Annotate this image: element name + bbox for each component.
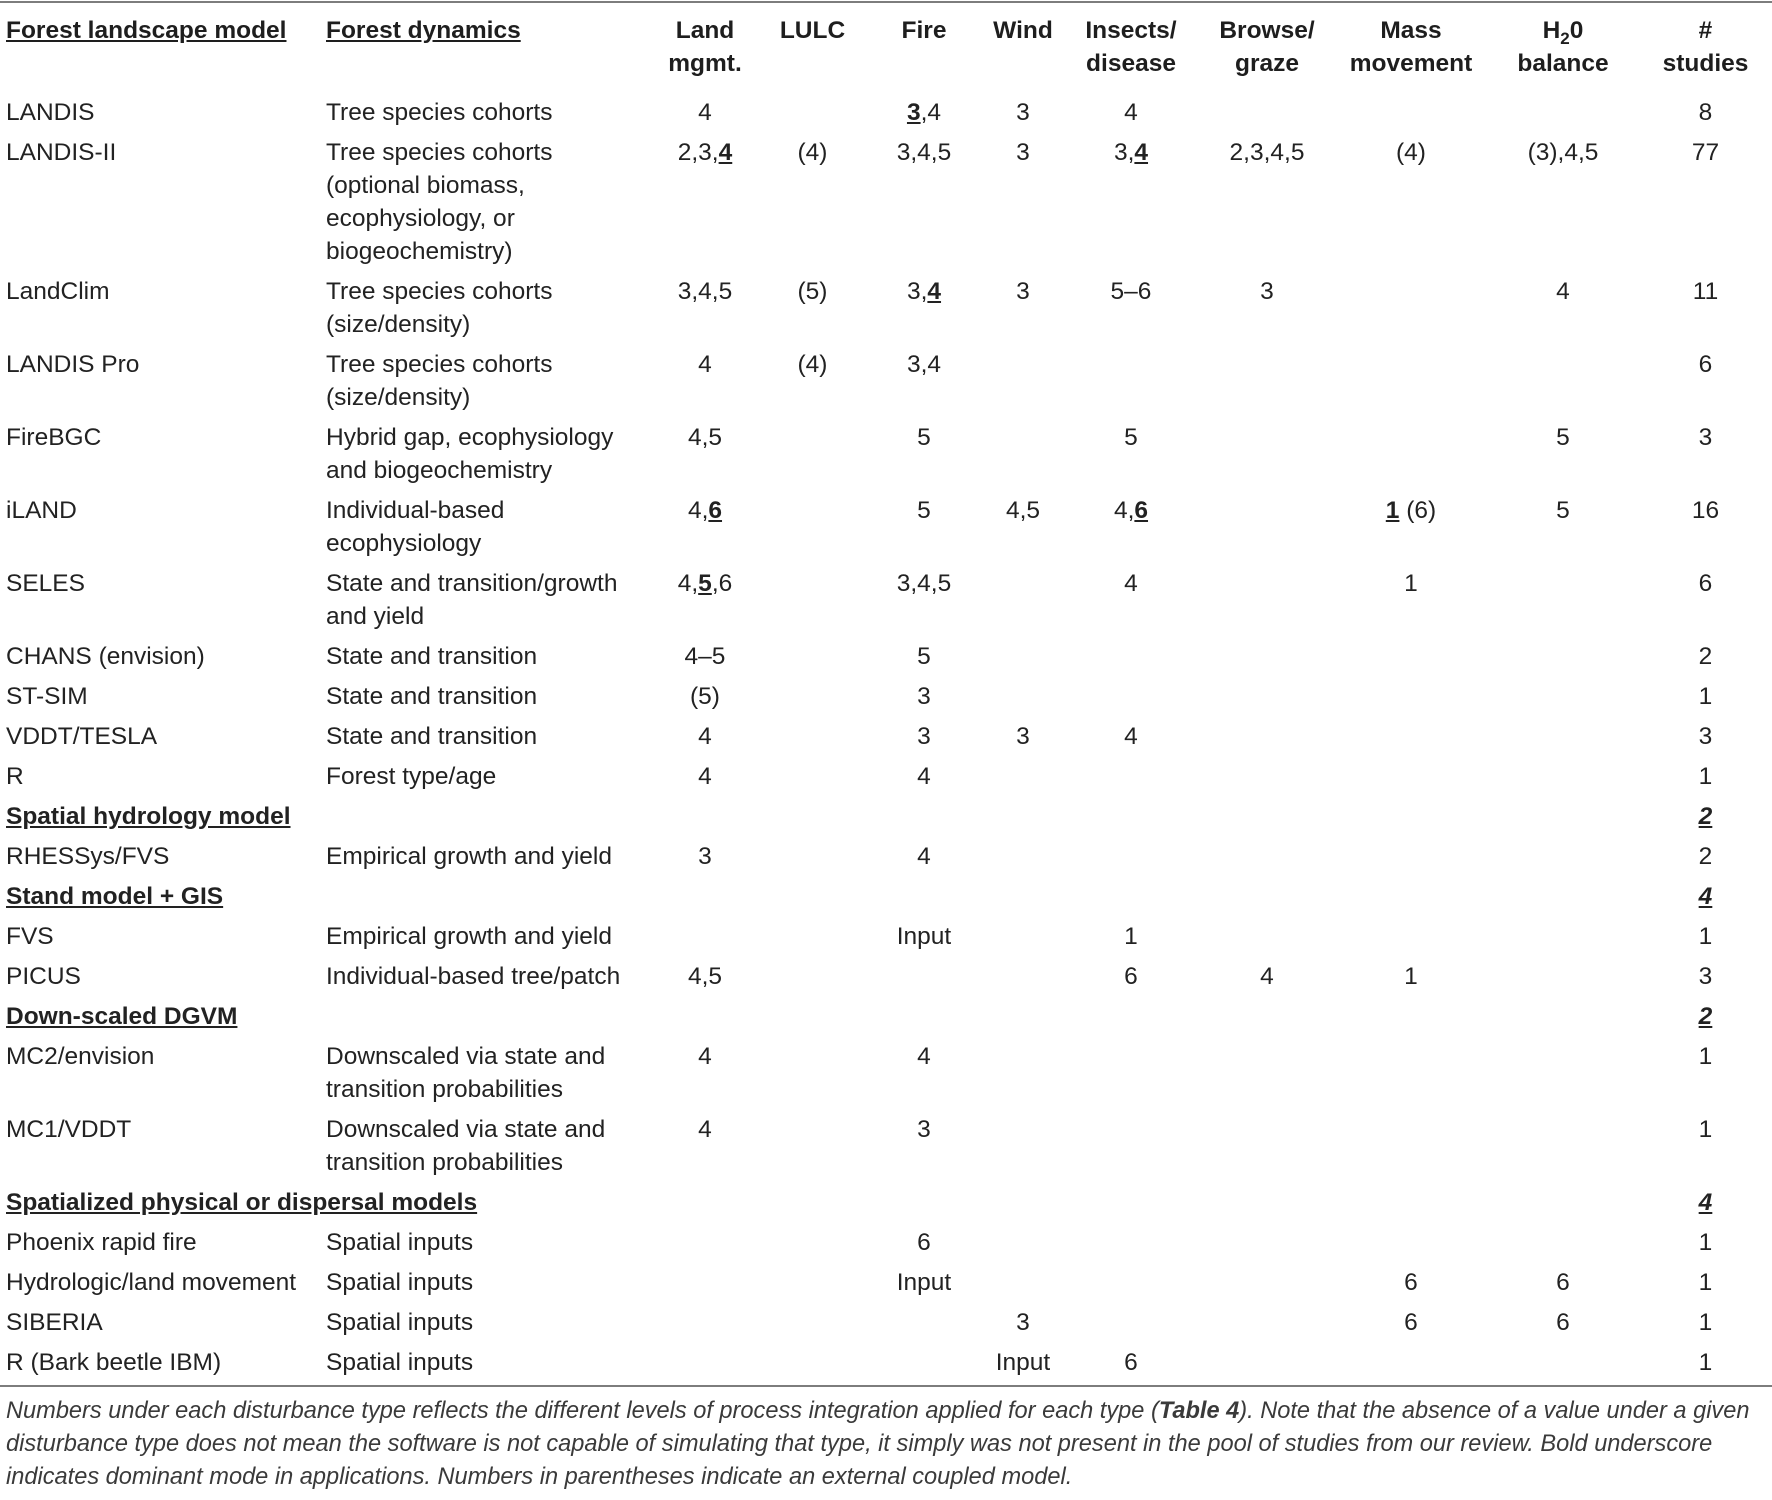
cell-model: LandClim	[6, 278, 110, 305]
cell-fire: 3,4,5	[896, 570, 952, 597]
cell-mass	[1335, 680, 1487, 720]
section-total: 2	[1698, 1003, 1713, 1030]
cell-model: Phoenix rapid fire	[6, 1229, 197, 1256]
cell-h2o	[1487, 567, 1639, 640]
cell-mass: 1 (6)	[1385, 497, 1437, 524]
cell-insects	[1063, 640, 1199, 680]
cell-fire: 3,4,5	[896, 139, 952, 166]
table-row	[0, 680, 1772, 720]
cell-model: R	[6, 763, 24, 790]
col-header-fire: Fire	[901, 17, 947, 44]
cell-model: LANDIS Pro	[6, 351, 140, 378]
cell-h2o	[1487, 760, 1639, 800]
header-row	[0, 14, 1772, 96]
section-title: Spatial hydrology model	[6, 803, 291, 830]
cell-insects: 3,4	[1113, 139, 1149, 166]
cell-studies: 6	[1698, 351, 1713, 378]
cell-h2o	[1487, 640, 1639, 680]
cell-studies: 1	[1698, 923, 1713, 950]
cell-wind	[983, 1266, 1063, 1306]
cell-h2o: (3),4,5	[1527, 139, 1599, 166]
cell-mass	[1335, 421, 1487, 494]
cell-model: FVS	[6, 923, 54, 950]
cell-fire: 3	[917, 683, 931, 710]
cell-wind: 3	[1016, 1309, 1030, 1336]
cell-dynamics: Tree species cohorts (optional biomass, ecophysiology, or biogeochemistry)	[326, 139, 553, 265]
cell-land-mgmt: 4	[698, 351, 712, 378]
cell-lulc	[760, 1113, 865, 1186]
cell-browse	[1199, 760, 1335, 800]
section-row	[0, 800, 1772, 840]
cell-fire: 5	[917, 424, 931, 451]
cell-insects	[1063, 1113, 1199, 1186]
cell-wind: 4,5	[1005, 497, 1041, 524]
cell-h2o	[1487, 920, 1639, 960]
col-header-land-mgmt: Land mgmt.	[668, 17, 742, 77]
cell-browse	[1199, 920, 1335, 960]
cell-studies: 77	[1691, 139, 1720, 166]
cell-land-mgmt: 2,3,4	[677, 139, 733, 166]
cell-mass	[1335, 720, 1487, 760]
cell-model: RHESSys/FVS	[6, 843, 170, 870]
cell-fire: Input	[896, 1269, 952, 1296]
cell-model: MC2/envision	[6, 1043, 155, 1070]
cell-land-mgmt: 3	[698, 843, 712, 870]
cell-land-mgmt: 4	[698, 99, 712, 126]
cell-lulc: (4)	[797, 351, 828, 378]
cell-studies: 1	[1698, 1349, 1713, 1376]
col-header-mass: Mass movement	[1349, 17, 1473, 77]
cell-model: LANDIS	[6, 99, 95, 126]
col-header-dynamics: Forest dynamics	[326, 17, 521, 44]
cell-mass	[1335, 96, 1487, 136]
cell-fire: Input	[896, 923, 952, 950]
cell-h2o	[1487, 680, 1639, 720]
cell-insects	[1063, 1040, 1199, 1113]
cell-land-mgmt: 4	[698, 1116, 712, 1143]
cell-lulc	[760, 720, 865, 760]
cell-browse: 2,3,4,5	[1229, 139, 1305, 166]
cell-dynamics: Downscaled via state and transition probabilities	[326, 1043, 606, 1103]
section-row	[0, 1186, 1772, 1226]
cell-insects	[1063, 680, 1199, 720]
cell-land-mgmt: 4	[698, 763, 712, 790]
section-row	[0, 880, 1772, 920]
cell-lulc: (4)	[797, 139, 828, 166]
cell-mass: 1	[1404, 570, 1418, 597]
cell-browse	[1199, 421, 1335, 494]
cell-studies: 2	[1698, 843, 1713, 870]
cell-wind	[983, 567, 1063, 640]
table-reference: Table 4	[1158, 1398, 1240, 1424]
cell-dynamics: State and transition	[326, 683, 538, 710]
cell-lulc	[760, 421, 865, 494]
section-title: Stand model + GIS	[6, 883, 224, 910]
cell-lulc	[760, 1306, 865, 1346]
table-row	[0, 348, 1772, 421]
section-total: 2	[1698, 803, 1713, 830]
cell-land-mgmt: (5)	[690, 683, 720, 710]
cell-studies: 1	[1698, 1269, 1713, 1296]
cell-dynamics: Tree species cohorts (size/density)	[326, 278, 553, 338]
cell-wind	[983, 640, 1063, 680]
section-total: 4	[1698, 883, 1713, 910]
cell-browse	[1199, 840, 1335, 880]
cell-insects: 4	[1124, 570, 1138, 597]
section-title: Down-scaled DGVM	[6, 1003, 238, 1030]
cell-model: LANDIS-II	[6, 139, 117, 166]
cell-insects	[1063, 1306, 1199, 1346]
cell-browse	[1199, 96, 1335, 136]
cell-model: iLAND	[6, 497, 77, 524]
cell-studies: 16	[1691, 497, 1720, 524]
cell-lulc	[760, 920, 865, 960]
table-row	[0, 720, 1772, 760]
cell-mass: 6	[1404, 1309, 1418, 1336]
cell-fire	[865, 1346, 983, 1386]
cell-browse	[1199, 1040, 1335, 1113]
cell-dynamics: Forest type/age	[326, 763, 497, 790]
cell-land-mgmt	[650, 1346, 760, 1386]
col-header-wind: Wind	[993, 17, 1053, 44]
cell-wind: Input	[995, 1349, 1051, 1376]
table-row	[0, 275, 1772, 348]
table-row	[0, 1306, 1772, 1346]
cell-browse	[1199, 348, 1335, 421]
cell-dynamics: State and transition/growth and yield	[326, 570, 618, 630]
table-row	[0, 494, 1772, 567]
cell-model: SIBERIA	[6, 1309, 103, 1336]
cell-studies: 1	[1698, 1116, 1713, 1143]
cell-insects: 4,6	[1113, 497, 1149, 524]
cell-mass: 6	[1404, 1269, 1418, 1296]
cell-land-mgmt: 3,4,5	[677, 278, 733, 305]
cell-insects	[1063, 1266, 1199, 1306]
cell-mass	[1335, 348, 1487, 421]
section-title: Spatialized physical or dispersal models	[6, 1189, 478, 1216]
cell-lulc	[760, 680, 865, 720]
table-footnote: Numbers under each disturbance type reflects the different levels of process integration applied for each type (Table 4). Note that the absence of a value under a given disturbance type does not mean the software is not capable of simulating that type, it simply was not present in the pool of studies from our review. Bold underscore indicates dominant mode in applications. Numbers in parentheses indicate an external coupled model.	[6, 1398, 1750, 1490]
cell-insects	[1063, 840, 1199, 880]
cell-lulc	[760, 960, 865, 1000]
cell-dynamics: Empirical growth and yield	[326, 843, 612, 870]
cell-model: SELES	[6, 570, 85, 597]
cell-wind	[983, 1226, 1063, 1266]
cell-insects	[1063, 760, 1199, 800]
cell-dynamics: Tree species cohorts	[326, 99, 553, 126]
cell-browse	[1199, 720, 1335, 760]
cell-mass	[1335, 1346, 1487, 1386]
section-row	[0, 1000, 1772, 1040]
cell-land-mgmt: 4,5,6	[677, 570, 733, 597]
cell-h2o	[1487, 840, 1639, 880]
cell-h2o: 6	[1556, 1309, 1570, 1336]
cell-land-mgmt	[650, 1306, 760, 1346]
table-row	[0, 96, 1772, 136]
cell-lulc	[760, 1266, 865, 1306]
cell-h2o: 4	[1556, 278, 1570, 305]
cell-h2o: 6	[1556, 1269, 1570, 1296]
cell-insects	[1063, 348, 1199, 421]
cell-studies: 2	[1698, 643, 1713, 670]
cell-fire	[865, 960, 983, 1000]
col-header-studies: # studies	[1662, 17, 1749, 77]
cell-studies: 3	[1698, 723, 1713, 750]
cell-fire: 3,4	[906, 99, 942, 126]
table-row	[0, 640, 1772, 680]
cell-mass	[1335, 275, 1487, 348]
cell-wind: 3	[1016, 278, 1030, 305]
cell-dynamics: Empirical growth and yield	[326, 923, 612, 950]
cell-h2o: 5	[1556, 497, 1570, 524]
cell-land-mgmt	[650, 1266, 760, 1306]
cell-browse	[1199, 1346, 1335, 1386]
cell-browse	[1199, 680, 1335, 720]
cell-dynamics: Individual-based tree/patch	[326, 963, 621, 990]
cell-model: PICUS	[6, 963, 81, 990]
cell-land-mgmt: 4	[698, 1043, 712, 1070]
cell-model: R (Bark beetle IBM)	[6, 1349, 222, 1376]
cell-lulc	[760, 1346, 865, 1386]
cell-insects: 4	[1124, 99, 1138, 126]
cell-mass	[1335, 1226, 1487, 1266]
cell-dynamics: Hybrid gap, ecophysiology and biogeochemistry	[326, 424, 614, 484]
cell-browse	[1199, 1306, 1335, 1346]
cell-land-mgmt	[650, 920, 760, 960]
cell-insects: 1	[1124, 923, 1138, 950]
cell-fire: 4	[917, 763, 931, 790]
cell-model: VDDT/TESLA	[6, 723, 158, 750]
cell-lulc	[760, 1040, 865, 1113]
cell-mass	[1335, 640, 1487, 680]
cell-h2o	[1487, 96, 1639, 136]
table-row	[0, 136, 1772, 275]
col-header-lulc: LULC	[779, 17, 846, 44]
cell-model: ST-SIM	[6, 683, 88, 710]
cell-studies: 1	[1698, 763, 1713, 790]
cell-wind	[983, 680, 1063, 720]
cell-dynamics: Tree species cohorts (size/density)	[326, 351, 553, 411]
cell-model: MC1/VDDT	[6, 1116, 132, 1143]
cell-browse	[1199, 640, 1335, 680]
table-row	[0, 1113, 1772, 1186]
cell-dynamics: Downscaled via state and transition probabilities	[326, 1116, 606, 1176]
table-row	[0, 1226, 1772, 1266]
cell-wind: 3	[1016, 723, 1030, 750]
cell-insects: 5–6	[1110, 278, 1152, 305]
cell-fire: 4	[917, 1043, 931, 1070]
cell-mass	[1335, 920, 1487, 960]
table-row	[0, 1040, 1772, 1113]
cell-studies: 1	[1698, 683, 1713, 710]
cell-studies: 3	[1698, 424, 1713, 451]
cell-wind	[983, 840, 1063, 880]
col-header-model: Forest landscape model	[6, 17, 287, 44]
cell-h2o	[1487, 1040, 1639, 1113]
cell-fire: 3,4	[906, 278, 942, 305]
cell-studies: 1	[1698, 1043, 1713, 1070]
cell-lulc	[760, 760, 865, 800]
cell-dynamics: State and transition	[326, 643, 538, 670]
cell-wind	[983, 348, 1063, 421]
cell-dynamics: State and transition	[326, 723, 538, 750]
col-header-h2o: $H_20$ balance	[1517, 17, 1609, 77]
cell-land-mgmt: 4	[698, 723, 712, 750]
table-row	[0, 920, 1772, 960]
cell-land-mgmt: 4,5	[687, 963, 723, 990]
cell-insects: 6	[1124, 963, 1138, 990]
cell-wind: 3	[1016, 139, 1030, 166]
cell-mass	[1335, 1113, 1487, 1186]
forest-model-table	[0, 14, 1772, 1386]
cell-fire: 6	[917, 1229, 931, 1256]
cell-studies: 1	[1698, 1309, 1713, 1336]
cell-lulc	[760, 96, 865, 136]
cell-land-mgmt: 4,5	[687, 424, 723, 451]
cell-model: Hydrologic/land movement	[6, 1269, 297, 1296]
cell-land-mgmt: 4–5	[684, 643, 726, 670]
cell-h2o	[1487, 960, 1639, 1000]
section-total: 4	[1698, 1189, 1713, 1216]
cell-lulc	[760, 1226, 865, 1266]
cell-mass	[1335, 760, 1487, 800]
cell-lulc	[760, 640, 865, 680]
cell-h2o	[1487, 1226, 1639, 1266]
cell-wind	[983, 1113, 1063, 1186]
cell-browse	[1199, 1226, 1335, 1266]
cell-insects	[1063, 1226, 1199, 1266]
cell-mass	[1335, 840, 1487, 880]
cell-browse	[1199, 1113, 1335, 1186]
cell-studies: 3	[1698, 963, 1713, 990]
cell-browse	[1199, 494, 1335, 567]
cell-insects: 5	[1124, 424, 1138, 451]
cell-insects: 4	[1124, 723, 1138, 750]
cell-fire: 3,4	[906, 351, 942, 378]
cell-lulc	[760, 567, 865, 640]
cell-fire: 3	[917, 723, 931, 750]
cell-studies: 11	[1692, 278, 1719, 305]
cell-wind	[983, 920, 1063, 960]
cell-fire: 5	[917, 643, 931, 670]
cell-mass: (4)	[1396, 139, 1426, 166]
bottom-rule	[0, 1385, 1772, 1387]
cell-studies: 1	[1698, 1229, 1713, 1256]
cell-studies: 8	[1698, 99, 1713, 126]
cell-land-mgmt: 4,6	[687, 497, 723, 524]
table-row	[0, 760, 1772, 800]
cell-h2o	[1487, 720, 1639, 760]
cell-wind	[983, 760, 1063, 800]
cell-mass	[1335, 1040, 1487, 1113]
cell-dynamics: Spatial inputs	[326, 1349, 474, 1376]
cell-fire	[865, 1306, 983, 1346]
cell-h2o	[1487, 1113, 1639, 1186]
cell-browse: 4	[1260, 963, 1274, 990]
cell-insects: 6	[1124, 1349, 1138, 1376]
table-row	[0, 960, 1772, 1000]
cell-fire: 5	[917, 497, 931, 524]
cell-wind	[983, 1040, 1063, 1113]
cell-lulc	[760, 840, 865, 880]
cell-wind	[983, 421, 1063, 494]
cell-dynamics: Individual-based ecophysiology	[326, 497, 505, 557]
cell-h2o	[1487, 1346, 1639, 1386]
cell-h2o: 5	[1556, 424, 1570, 451]
cell-browse	[1199, 567, 1335, 640]
table-row	[0, 840, 1772, 880]
cell-wind: 3	[1016, 99, 1030, 126]
cell-model: CHANS (envision)	[6, 643, 205, 670]
cell-dynamics: Spatial inputs	[326, 1229, 474, 1256]
cell-dynamics: Spatial inputs	[326, 1309, 474, 1336]
table-row	[0, 1266, 1772, 1306]
cell-fire: 4	[917, 843, 931, 870]
cell-lulc	[760, 494, 865, 567]
col-header-browse: Browse/ graze	[1219, 17, 1315, 77]
table-row	[0, 1346, 1772, 1386]
table-row	[0, 421, 1772, 494]
cell-browse: 3	[1260, 278, 1274, 305]
cell-lulc: (5)	[797, 278, 828, 305]
cell-h2o	[1487, 348, 1639, 421]
cell-browse	[1199, 1266, 1335, 1306]
cell-model: FireBGC	[6, 424, 102, 451]
cell-wind	[983, 960, 1063, 1000]
cell-studies: 6	[1698, 570, 1713, 597]
top-rule	[0, 1, 1772, 3]
col-header-insects: Insects/ disease	[1085, 17, 1177, 77]
cell-fire: 3	[917, 1116, 931, 1143]
table-row	[0, 567, 1772, 640]
cell-dynamics: Spatial inputs	[326, 1269, 474, 1296]
cell-mass: 1	[1404, 963, 1418, 990]
cell-land-mgmt	[650, 1226, 760, 1266]
